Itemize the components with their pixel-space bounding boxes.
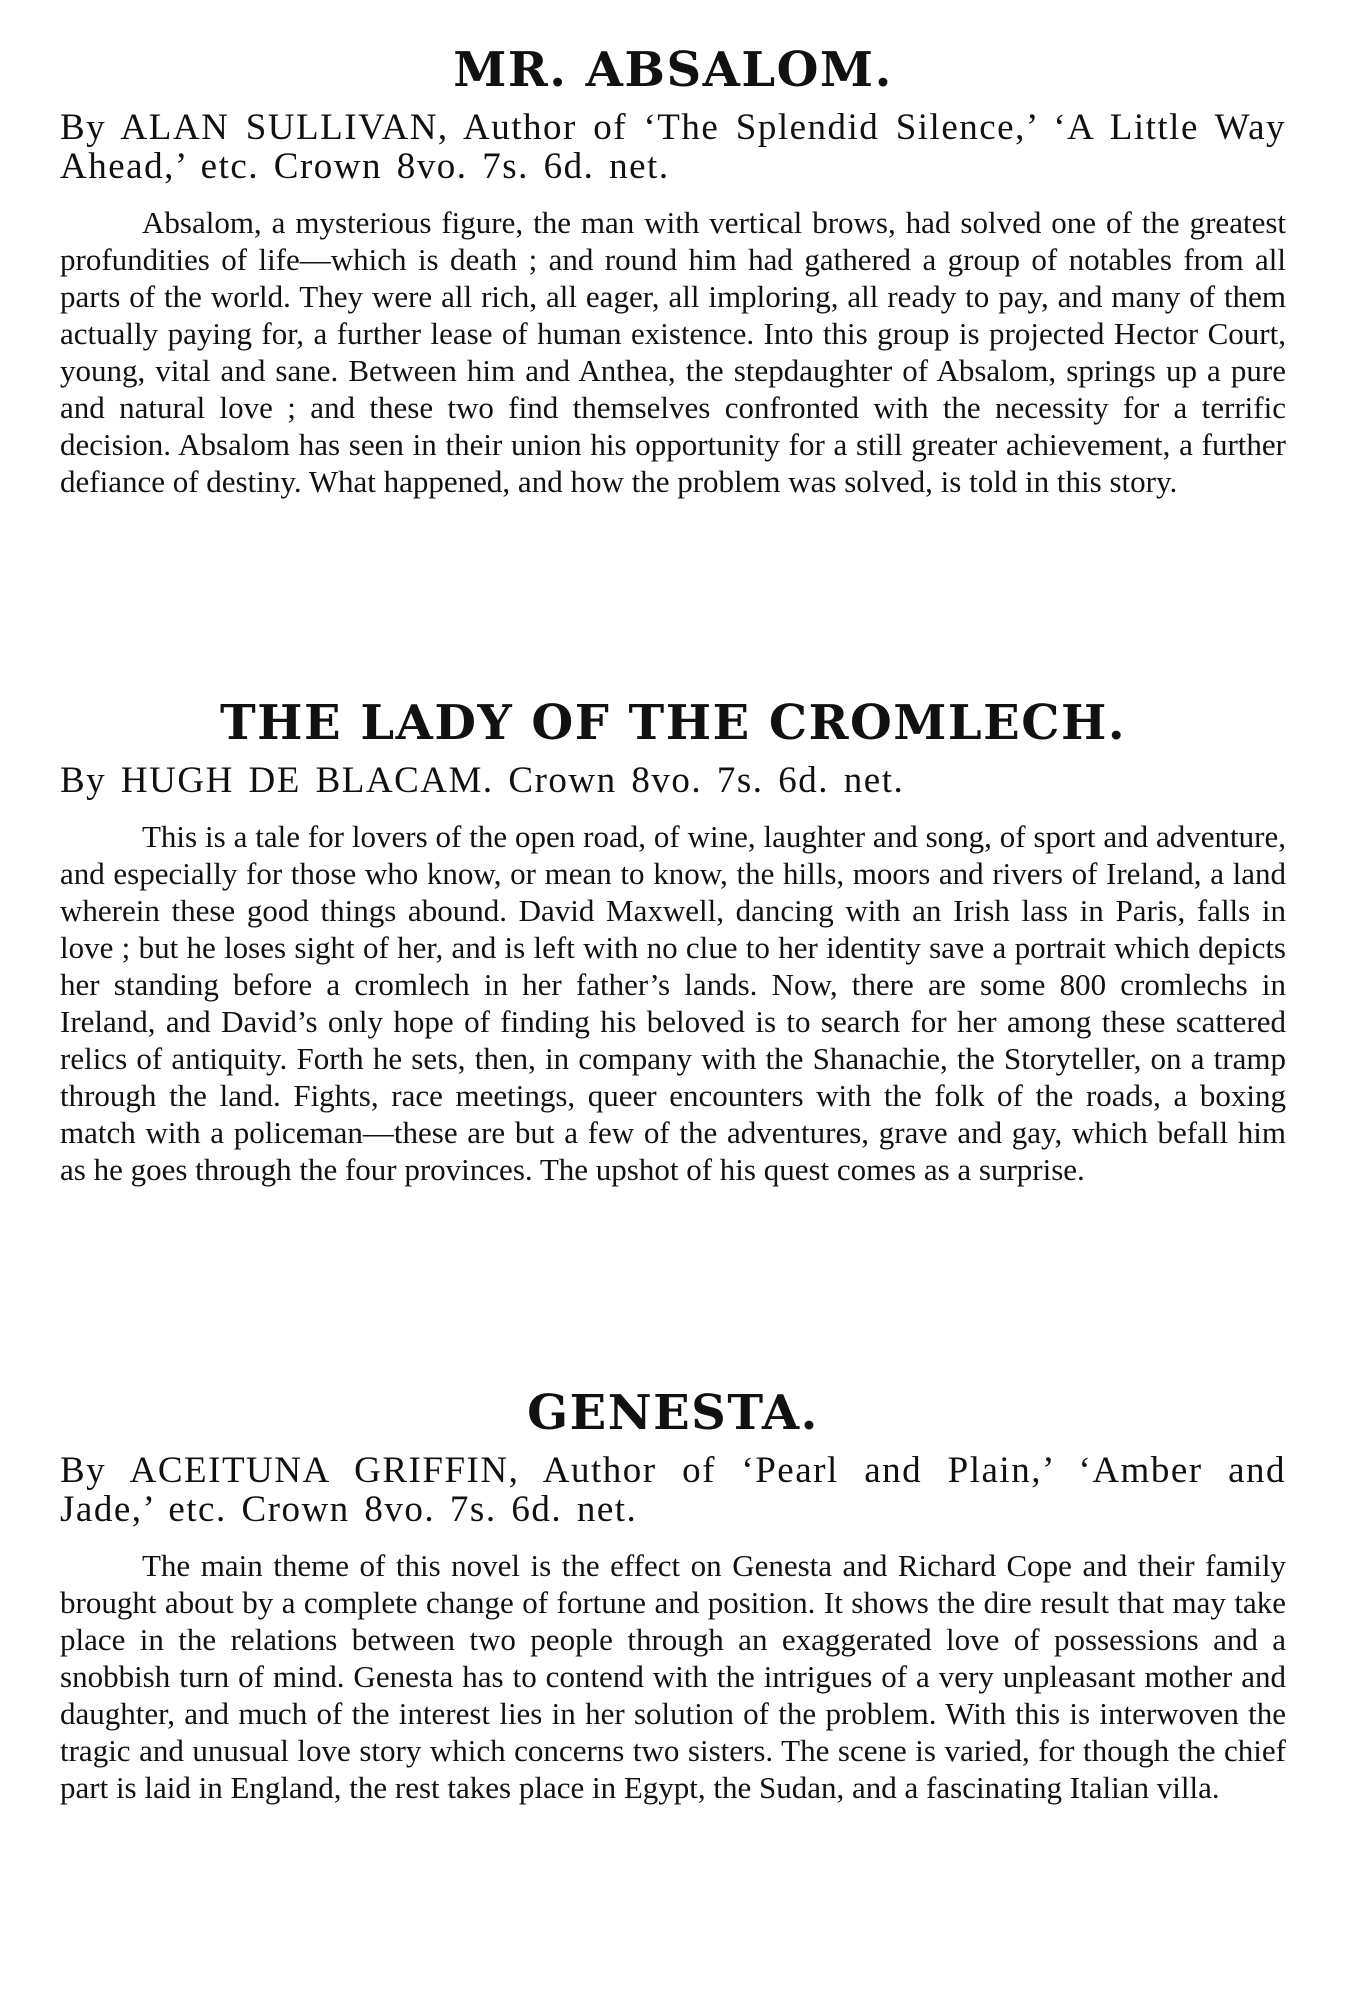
book-entry-genesta [60, 1383, 1286, 1806]
book-title: THE LADY OF THE CROMLECH. [219, 695, 1127, 751]
byline-text: By HUGH DE BLACAM. Crown 8vo. 7s. 6d. net. [60, 760, 905, 801]
byline-text: By ALAN SULLIVAN, Author of ‘The Splendid Silence,’ ‘A Little Way Ahead,’ etc. Crown 8vo. 7s. 6d. net. [60, 107, 1286, 187]
book-title: GENESTA. [527, 1385, 819, 1441]
book-entry-mr-absalom [60, 40, 1286, 500]
book-entry-lady-of-the-cromlech [60, 693, 1286, 1188]
book-description: This is a tale for lovers of the open road, of wine, laughter and song, of sport and adventure, and especially for those who know, or mean to know, the hills, moors and rivers of Ireland, a land wherein these good things abound. David Maxwell, dancing with an Irish lass in Paris, falls in love ; but he loses sight of her, and is left with no clue to her identity save a portrait which depicts her standing before a cromlech in her father’s lands. Now, there are some 800 cromlechs in Ireland, and David’s only hope of finding his beloved is to search for her among these scattered relics of antiquity. Forth he sets, then, in company with the Shanachie, the Storyteller, on a tramp through the land. Fights, race meetings, queer encounters with the folk of the roads, a boxing match with a policeman—these are but a few of the adventures, grave and gay, which befall him as he goes through the four provinces. The upshot of his quest comes as a surprise. [60, 819, 1286, 1187]
book-description: The main theme of this novel is the effect on Genesta and Richard Cope and their family brought about by a complete change of fortune and position. It shows the dire result that may take place in the relations between two people through an exaggerated love of possessions and a snobbish turn of mind. Genesta has to contend with the intrigues of a very unpleasant mother and daughter, and much of the interest lies in her solution of the problem. With this is interwoven the tragic and unusual love story which concerns two sisters. The scene is varied, for though the chief part is laid in England, the rest takes place in Egypt, the Sudan, and a fascinating Italian villa. [60, 1548, 1286, 1805]
book-byline [60, 1451, 1286, 1529]
book-description: Absalom, a mysterious figure, the man with vertical brows, had solved one of the greatest profundities of life—which is death ; and round him had gathered a group of notables from all parts of the world. They were all rich, all eager, all imploring, all ready to pay, and many of them actually paying for, a further lease of human existence. Into this group is projected Hector Court, young, vital and sane. Between him and Anthea, the stepdaughter of Absalom, springs up a pure and natural love ; and these two find themselves confronted with the necessity for a terrific decision. Absalom has seen in their union his opportunity for a still greater achievement, a further defiance of destiny. What happened, and how the problem was solved, is told in this story. [60, 205, 1286, 499]
book-title: MR. ABSALOM. [453, 42, 893, 98]
book-byline [60, 108, 1286, 186]
byline-text: By ACEITUNA GRIFFIN, Author of ‘Pearl and Plain,’ ‘Amber and Jade,’ etc. Crown 8vo. 7s. 6d. net. [60, 1450, 1286, 1530]
book-byline [60, 761, 1286, 800]
